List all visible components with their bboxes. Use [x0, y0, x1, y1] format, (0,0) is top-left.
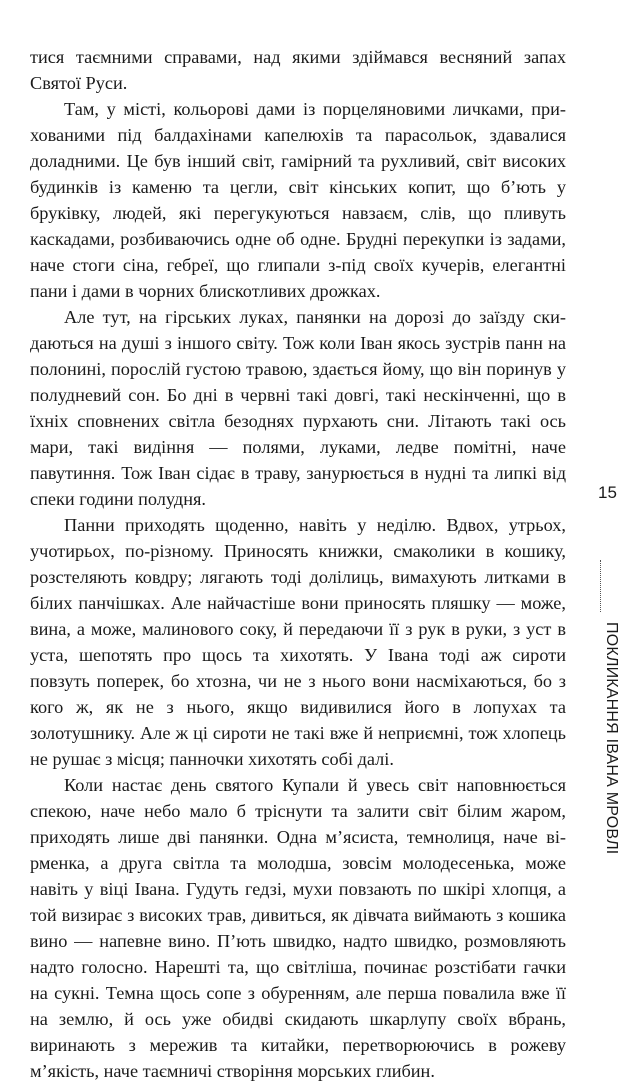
paragraph: Коли настає день святого Купали й увесь світ наповнюється спекою, наче небо мало б тріснути та залити світ білим жаром, приходять лише дві панянки. Одна м’ясиста, темнолиця, наче вірменка, а друга світла та молодша, зовсім молодесенька, може навіть у віці Івана. Гудуть гедзі, мухи повзають по шкірі хлопця, а той визирає з високих трав, дивиться, як дівчата виймають з кошика вино — напевне вино. П’ють швидко, надто швидко, розмовляють надто голосно. Нарешті та, що світліша, починає розстібати гачки на сукні. Темна щось сопе з обуренням, але перша повалила вже її на землю, й ось уже обидві скидають шкарлупу своїх вбрань, виринають з мережив та китайки, перетворюючись в рожеву м’якість, наче таємничі створіння морських глибин.	[30, 775, 566, 1081]
page-number: 15	[598, 483, 617, 502]
paragraph: Але тут, на гірських луках, панянки на дорозі до заїзду скидаються на душі з іншого світу. Тож коли Іван якось зустрів панн на полонині, порослій густою травою, здається йому, що він поринув у полудневий сон. Бо дні в червні такі довгі, такі нескінченні, що в їхніх сповнених світла безоднях пурхають сни. Літають такі ось мари, такі видіння — полями, луками, ледве помітні, наче павутиння. Тож Іван сідає в траву, занурюється в нудні та липкі від спеки години полудня.	[30, 307, 566, 509]
paragraph-continuation: тися таємними справами, над якими здіймався весняний запах Святої Руси.	[30, 47, 566, 93]
paragraph: Панни приходять щоденно, навіть у неділю. Вдвох, утрьох, учотирьох, по-різному. Приносять книжки, смаколики в кошику, розстеляють ковдру; лягають тоді долілиць, вимахують литками в білих панчішках. Але найчастіше вони приносять пляшку — може, вина, а може, малинового соку, й передаючи її з рук в руки, з уст в уста, шепотять про щось та хихотять. У Івана тоді аж сироти повзуть поперек, бо хтозна, чи не з нього вони насміхаються, бо з кого ж, як не з нього, якщо видивилися його в лопухах та золотушнику. Але ж ці сироти не такі вже й неприємні, тож хлопець не рушає з місця; панночки хихотять собі далі.	[30, 515, 566, 769]
paragraph: Там, у місті, кольорові дами із порцеляновими личками, прихованими під балдахінами капелюхів та парасольок, здавалися доладними. Це був інший світ, гамірний та рухливий, світ високих будинків із каменю та цегли, світ кінських копит, що б’ють у бруківку, людей, які перегукуються навзаєм, слів, що пливуть каскадами, розбиваючись одне об одне. Брудні перекупки із задами, наче стоги сіна, гебреї, що глипали з-під своїх кучерів, елегантні пани і дами в чорних блискотливих дрожках.	[30, 99, 566, 301]
margin-divider	[600, 560, 601, 612]
running-title: ПОКЛИКАННЯ ІВАНА МРОВЛІ	[603, 622, 620, 855]
page-body	[30, 44, 566, 1084]
